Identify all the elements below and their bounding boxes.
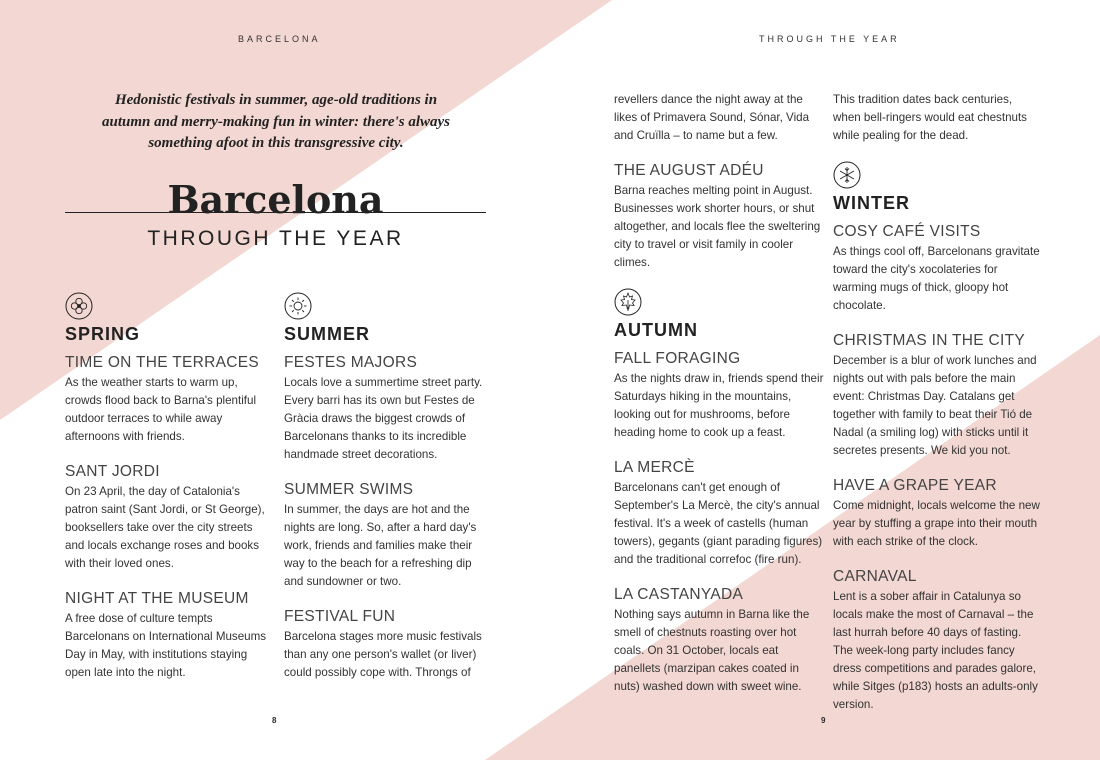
section-body: A free dose of culture tempts Barcelonans on International Museums Day in May, with institutions staying open late into the night. [65, 612, 267, 679]
page-subtitle: THROUGH THE YEAR [147, 227, 404, 250]
section-body: Nothing says autumn in Barna like the smell of chestnuts roasting over hot coals. On 31 October, locals eat panellets (marzipan cakes coated in nuts) washed down with sweet wine. [614, 608, 810, 693]
section-title: FESTES MAJORS [284, 354, 418, 371]
section-title: LA CASTANYADA [614, 586, 744, 603]
autumn-section [614, 585, 824, 696]
autumn-section [614, 458, 824, 569]
section-body: Barcelona stages more music festivals than any one person's wallet (or liver) could possibly cope with. Throngs of [284, 630, 482, 679]
running-head: BARCELONA [238, 34, 321, 44]
summer-section [284, 607, 494, 682]
section-body: revellers dance the night away at the likes of Primavera Sound, Sónar, Vida and Cruïlla – to name but a few. [614, 93, 810, 142]
running-head: THROUGH THE YEAR [759, 34, 900, 44]
page-number: 8 [272, 716, 277, 725]
autumn-continued [833, 91, 1043, 145]
spring-section [65, 462, 275, 573]
section-body: December is a blur of work lunches and nights out with pals before the main event: Christmas Day. Catalans get together with family to beat their Tió de Nadal (a smiling log) with sticks until it secretes presents. We kid you not. [833, 354, 1037, 457]
section-title: TIME ON THE TERRACES [65, 354, 260, 371]
page-number: 9 [821, 716, 826, 725]
section-title: SANT JORDI [65, 463, 160, 480]
spring-heading: SPRING [65, 324, 141, 344]
spring-column [65, 292, 275, 698]
winter-heading: WINTER [833, 193, 910, 213]
section-title: SUMMER SWIMS [284, 481, 414, 498]
winter-section [833, 567, 1043, 714]
page-title-text: Barcelona [167, 177, 384, 222]
section-title: CARNAVAL [833, 568, 917, 585]
section-title: LA MERCÈ [614, 459, 695, 476]
section-body: Locals love a summertime street party. Every barri has its own but Festes de Gràcia draws the biggest crowds of Barcelonans thanks to its incredible handmade street decorations. [284, 376, 483, 461]
section-title: FESTIVAL FUN [284, 608, 396, 625]
section-body: In summer, the days are hot and the nights are long. So, after a hard day's work, friends and families make their way to the beach for a refreshing dip and sundowner or two. [284, 503, 477, 588]
section-body: As the nights draw in, friends spend their Saturdays hiking in the mountains, looking out for mushrooms, before heading home to cook up a feast. [614, 372, 824, 439]
section-title: HAVE A GRAPE YEAR [833, 477, 997, 494]
snowflake-icon [833, 161, 861, 189]
section-body: This tradition dates back centuries, when bell-ringers would eat chestnuts while pealing for the dead. [833, 93, 1027, 142]
august-section [614, 161, 824, 272]
section-body: Lent is a sober affair in Catalunya so locals make the most of Carnaval – the last hurrah before 40 days of fasting. The week-long party includes fancy dress competitions and parades galore, while Sitges (p183) hosts an adults-only version. [833, 590, 1038, 711]
sun-icon [284, 292, 312, 320]
intro-text: Hedonistic festivals in summer, age-old traditions in autumn and merry-making fun in winter: there's always something afoot in this transgressive city. [102, 92, 450, 151]
autumn-section [614, 349, 824, 442]
summer-continued [614, 91, 824, 145]
summer-heading: SUMMER [284, 324, 370, 344]
page-title [65, 178, 486, 222]
winter-section [833, 331, 1043, 460]
section-body: On 23 April, the day of Catalonia's patron saint (Sant Jordi, or St George), booksellers take over the city streets and locals exchange roses and books with their loved ones. [65, 485, 265, 570]
section-title: THE AUGUST ADÉU [614, 162, 764, 179]
flower-icon [65, 292, 93, 320]
winter-column [833, 91, 1043, 730]
spring-section [65, 353, 275, 446]
summer-section [284, 480, 494, 591]
section-title: FALL FORAGING [614, 350, 741, 367]
right-page [550, 0, 1100, 760]
section-body: Barna reaches melting point in August. Businesses work shorter hours, or shut altogether, and locals flee the sweltering city to travel or visit family in cooler climes. [614, 184, 821, 269]
section-title: COSY CAFÉ VISITS [833, 223, 981, 240]
section-body: As the weather starts to warm up, crowds flood back to Barna's plentiful outdoor terraces to while away afternoons with friends. [65, 376, 257, 443]
section-body: Barcelonans can't get enough of September's La Mercè, the city's annual festival. It's a week of castells (human towers), gegants (giant parading figures) and the traditional correfoc (fire run). [614, 481, 823, 566]
summer-column [284, 292, 494, 698]
section-body: Come midnight, locals welcome the new year by stuffing a grape into their mouth with each strike of the clock. [833, 499, 1040, 548]
autumn-heading: AUTUMN [614, 320, 698, 340]
leaf-icon [614, 288, 642, 316]
winter-section [833, 222, 1043, 315]
section-title: NIGHT AT THE MUSEUM [65, 590, 249, 607]
summer-section [284, 353, 494, 464]
section-title: CHRISTMAS IN THE CITY [833, 332, 1026, 349]
winter-section [833, 476, 1043, 551]
section-body: As things cool off, Barcelonans gravitate toward the city's xocolateries for warming mugs of thick, gloopy hot chocolate. [833, 245, 1040, 312]
autumn-column [614, 91, 824, 712]
spring-section [65, 589, 275, 682]
